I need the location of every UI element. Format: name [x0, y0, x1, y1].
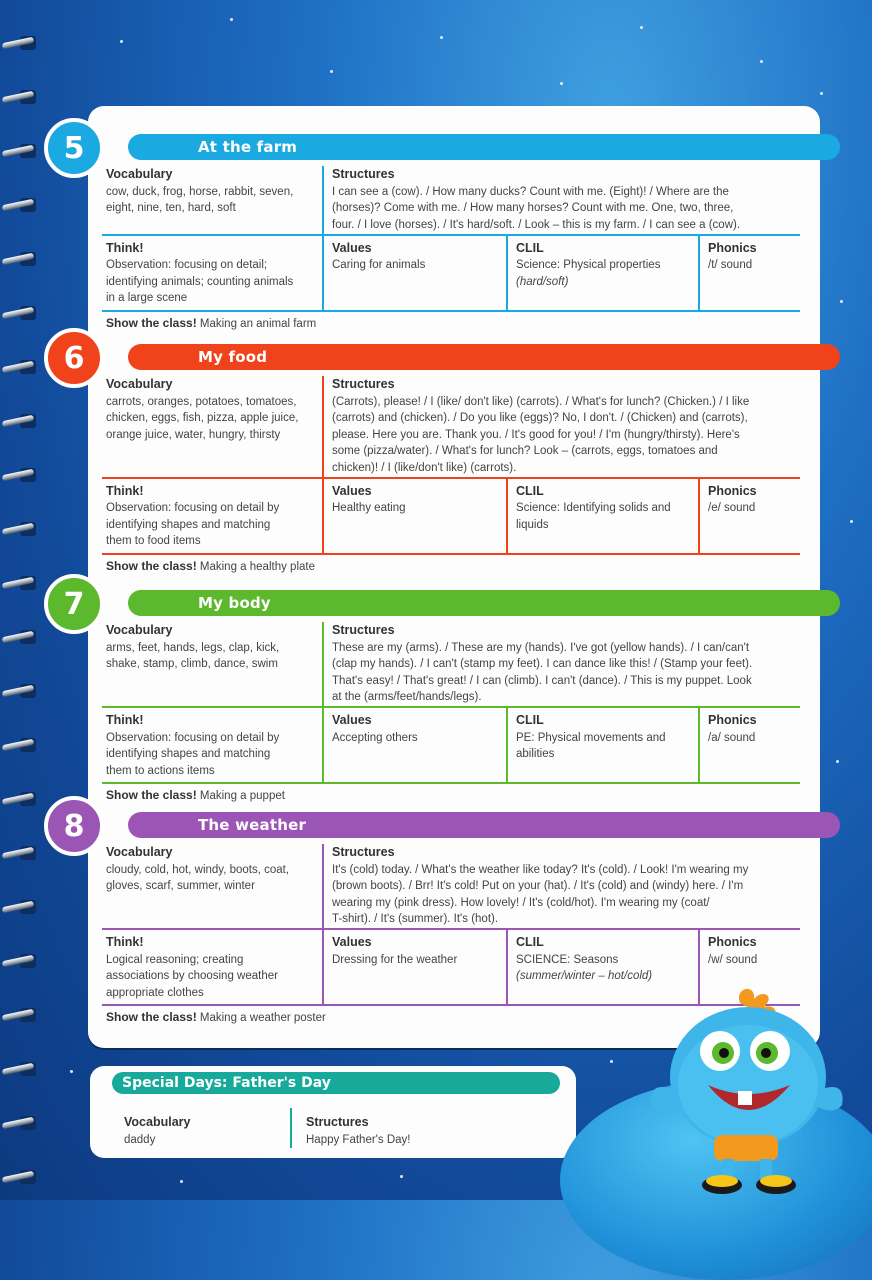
divider-vertical — [322, 706, 324, 782]
show-the-class — [106, 1010, 326, 1024]
think-cell — [106, 240, 316, 307]
unit-title: My body — [198, 594, 271, 612]
divider-vertical — [322, 622, 324, 706]
binding-ring — [2, 572, 38, 594]
clil-cell — [516, 934, 702, 985]
phonics-cell-heading: Phonics — [708, 240, 757, 255]
phonics-cell — [708, 483, 798, 517]
alien-mascot-illustration — [630, 985, 872, 1200]
structures-cell-line: chicken)! / I (like/don't like) (carrots). — [332, 461, 517, 474]
clil-cell-heading: CLIL — [516, 713, 544, 727]
clil-cell-line: abilities — [516, 748, 555, 760]
special-days-card — [90, 1066, 576, 1158]
structures-cell — [332, 622, 802, 706]
structures-cell-line: I can see a (cow). / How many ducks? Count with me. (Eight)! / Where are the — [332, 185, 729, 198]
values-cell-heading: Values — [332, 935, 372, 949]
think-cell-line: Logical reasoning; creating — [106, 953, 244, 966]
divider-vertical — [698, 234, 700, 310]
special-divider — [290, 1108, 292, 1148]
special-vocabulary-heading: Vocabulary — [124, 1115, 191, 1129]
think-cell — [106, 483, 316, 550]
structures-cell — [332, 376, 802, 476]
show-the-class-label: Show the class! — [106, 1010, 197, 1024]
divider-vertical — [322, 477, 324, 553]
unit-number-badge: 8 — [44, 796, 104, 856]
show-the-class-label: Show the class! — [106, 315, 197, 330]
phonics-cell — [708, 934, 798, 968]
special-structures-text: Happy Father's Day! — [306, 1133, 411, 1146]
show-the-class-text: Making a healthy plate — [199, 560, 315, 573]
binding-ring — [2, 32, 38, 54]
clil-cell-line: PE: Physical movements and — [516, 731, 666, 744]
divider-vertical — [506, 477, 508, 553]
special-structures — [306, 1114, 410, 1148]
special-structures-heading: Structures — [306, 1115, 369, 1129]
binding-ring — [2, 86, 38, 108]
phonics-cell-line: /a/ sound — [708, 731, 756, 744]
unit-title-bar — [128, 134, 840, 160]
binding-ring — [2, 626, 38, 648]
binding-ring — [2, 734, 38, 756]
phonics-cell-heading: Phonics — [708, 935, 757, 949]
think-cell-line: Observation: focusing on detail by — [106, 502, 280, 514]
clil-cell-italic: (summer/winter – hot/cold) — [516, 970, 653, 982]
divider-horizontal — [102, 477, 800, 479]
binding-ring — [2, 302, 38, 324]
clil-cell — [516, 712, 702, 763]
clil-cell-italic: (hard/soft) — [516, 275, 569, 288]
think-cell-line: appropriate clothes — [106, 986, 204, 999]
phonics-cell-heading: Phonics — [708, 713, 757, 727]
phonics-cell-line: /t/ sound — [708, 259, 753, 271]
show-the-class-label: Show the class! — [106, 788, 197, 802]
think-cell-line: Observation: focusing on detail by — [106, 731, 280, 744]
vocabulary-cell-line: orange juice, water, hungry, thirsty — [106, 428, 281, 441]
values-cell — [332, 934, 502, 968]
divider-horizontal — [102, 782, 800, 784]
structures-cell-line: (carrots) and (chicken). / Do you like (eggs)? No, I don't. / (Chicken) and (carrots), — [332, 412, 748, 424]
binding-ring — [2, 410, 38, 432]
unit-title: My food — [198, 348, 268, 366]
structures-cell-line: (Carrots), please! / I (like/ don't like) (carrots). / What's for lunch? (Chicken.) / I like — [332, 395, 750, 408]
structures-cell-line: at the (arms/feet/hands/legs). — [332, 691, 482, 703]
curriculum-card — [63, 106, 820, 1048]
show-the-class — [106, 559, 315, 573]
binding-ring — [2, 1166, 38, 1188]
phonics-cell-heading: Phonics — [708, 483, 757, 498]
divider-vertical — [322, 234, 324, 310]
divider-horizontal — [102, 310, 800, 312]
unit-title-bar — [128, 812, 840, 838]
structures-cell-line: That's easy! / That's great! / I can (climb). I can't (dance). / This is my puppet. Look — [332, 674, 752, 687]
binding-ring — [2, 1112, 38, 1134]
show-the-class-label: Show the class! — [106, 558, 197, 573]
special-days-bar — [112, 1072, 560, 1094]
divider-vertical — [322, 844, 324, 928]
think-cell-heading: Think! — [106, 713, 144, 727]
divider-vertical — [698, 706, 700, 782]
structures-cell-line: four. / I love (horses). / It's hard/soft. / Look – this is my farm. / I can see a (cow). — [332, 218, 741, 231]
vocabulary-cell-line: gloves, scarf, summer, winter — [106, 880, 255, 892]
think-cell-line: associations by choosing weather — [106, 970, 278, 982]
divider-horizontal — [102, 928, 800, 930]
binding-ring — [2, 356, 38, 378]
binding-ring — [2, 194, 38, 216]
vocabulary-cell-line: cow, duck, frog, horse, rabbit, seven, — [106, 185, 294, 198]
vocabulary-cell-heading: Vocabulary — [106, 845, 173, 859]
special-vocabulary-text: daddy — [124, 1133, 156, 1146]
divider-vertical — [506, 928, 508, 1004]
spiral-binding — [0, 0, 50, 1200]
unit-title-bar — [128, 590, 840, 616]
think-cell-line: identifying shapes and matching — [106, 518, 271, 531]
binding-ring — [2, 950, 38, 972]
structures-cell-line: These are my (arms). / These are my (hands). I've got (yellow hands). / I can/can't — [332, 641, 750, 654]
structures-cell — [332, 844, 802, 928]
vocabulary-cell — [106, 622, 318, 673]
binding-ring — [2, 680, 38, 702]
divider-horizontal — [102, 234, 800, 236]
structures-cell-line: (brown boots). / Brr! It's cold! Put on your (hat). / It's (cold) and (windy) here. / I'm — [332, 880, 744, 892]
unit-number-badge: 7 — [44, 574, 104, 634]
think-cell — [106, 934, 316, 1001]
vocabulary-cell-line: cloudy, cold, hot, windy, boots, coat, — [106, 863, 290, 876]
structures-cell-line: please. Here you are. Thank you. / It's good for you! / I'm (hungry/thirsty). Here's — [332, 428, 740, 441]
structures-cell-line: It's (cold) today. / What's the weather like today? It's (cold). / Look! I'm wearing my — [332, 863, 749, 876]
show-the-class-text: Making a puppet — [199, 790, 285, 802]
values-cell — [332, 483, 502, 517]
clil-cell-heading: CLIL — [516, 240, 544, 255]
binding-ring — [2, 896, 38, 918]
binding-ring — [2, 248, 38, 270]
divider-horizontal — [102, 553, 800, 555]
binding-ring — [2, 464, 38, 486]
special-vocabulary — [124, 1114, 190, 1148]
structures-cell-heading: Structures — [332, 377, 395, 391]
clil-cell-heading: CLIL — [516, 935, 544, 949]
think-cell — [106, 712, 316, 779]
binding-ring — [2, 788, 38, 810]
phonics-cell-line: /e/ sound — [708, 502, 756, 514]
structures-cell-heading: Structures — [332, 167, 395, 181]
phonics-cell — [708, 712, 798, 746]
think-cell-line: identifying animals; counting animals — [106, 275, 294, 288]
structures-cell-line: some (pizza/water). / What's for lunch? Look – (carrots, eggs, tomatoes and — [332, 445, 718, 457]
binding-ring — [2, 1058, 38, 1080]
unit-number-badge: 5 — [44, 118, 104, 178]
binding-ring — [2, 140, 38, 162]
vocabulary-cell-line: arms, feet, hands, legs, clap, kick, — [106, 641, 280, 654]
unit-title: At the farm — [198, 138, 298, 156]
clil-cell-line: liquids — [516, 518, 549, 531]
values-cell-heading: Values — [332, 240, 372, 255]
special-days-title: Special Days: Father's Day — [122, 1075, 331, 1091]
binding-ring — [2, 518, 38, 540]
unit-title-bar — [128, 344, 840, 370]
think-cell-line: in a large scene — [106, 292, 188, 304]
clil-cell-line: Science: Physical properties — [516, 259, 661, 271]
think-cell-line: them to actions items — [106, 764, 215, 777]
think-cell-heading: Think! — [106, 935, 144, 949]
divider-vertical — [322, 928, 324, 1004]
binding-ring — [2, 842, 38, 864]
show-the-class-text: Making an animal farm — [199, 317, 317, 330]
clil-cell-heading: CLIL — [516, 483, 544, 498]
structures-cell — [332, 166, 802, 233]
values-cell-heading: Values — [332, 483, 372, 498]
clil-cell-line: SCIENCE: Seasons — [516, 953, 619, 966]
values-cell — [332, 712, 502, 746]
vocabulary-cell-heading: Vocabulary — [106, 377, 173, 391]
clil-cell-line: Science: Identifying solids and — [516, 502, 671, 514]
think-cell-line: Observation: focusing on detail; — [106, 259, 268, 271]
divider-vertical — [322, 376, 324, 477]
show-the-class — [106, 316, 316, 330]
values-cell-line: Dressing for the weather — [332, 953, 458, 966]
unit-title: The weather — [198, 816, 307, 834]
show-the-class-text: Making a weather poster — [199, 1012, 326, 1024]
vocabulary-cell-line: shake, stamp, climb, dance, swim — [106, 658, 278, 670]
values-cell-heading: Values — [332, 713, 372, 727]
vocabulary-cell-line: eight, nine, ten, hard, soft — [106, 202, 236, 214]
think-cell-line: them to food items — [106, 535, 201, 547]
divider-vertical — [322, 166, 324, 234]
values-cell-line: Healthy eating — [332, 502, 406, 514]
think-cell-line: identifying shapes and matching — [106, 748, 271, 760]
structures-cell-line: wearing my (pink dress). How lovely! / It's (cold/hot). I'm wearing my (coat/ — [332, 896, 710, 909]
vocabulary-cell — [106, 844, 318, 895]
structures-cell-line: (horses)? Come with me. / How many horses? Count with me. One, two, three, — [332, 202, 734, 214]
values-cell — [332, 240, 502, 274]
clil-cell — [516, 240, 702, 291]
show-the-class — [106, 788, 285, 802]
divider-vertical — [506, 706, 508, 782]
vocabulary-cell — [106, 376, 318, 443]
structures-cell-heading: Structures — [332, 845, 395, 859]
structures-cell-line: T-shirt). / It's (summer). It's (hot). — [332, 913, 499, 925]
think-cell-heading: Think! — [106, 240, 144, 255]
think-cell-heading: Think! — [106, 483, 144, 498]
divider-horizontal — [102, 706, 800, 708]
vocabulary-cell — [106, 166, 318, 217]
vocabulary-cell-heading: Vocabulary — [106, 623, 173, 637]
unit-number-badge: 6 — [44, 328, 104, 388]
values-cell-line: Caring for animals — [332, 259, 426, 271]
structures-cell-heading: Structures — [332, 623, 395, 637]
binding-ring — [2, 1004, 38, 1026]
phonics-cell-line: /w/ sound — [708, 953, 758, 966]
divider-vertical — [698, 477, 700, 553]
divider-vertical — [506, 234, 508, 310]
values-cell-line: Accepting others — [332, 731, 418, 744]
vocabulary-cell-line: carrots, oranges, potatoes, tomatoes, — [106, 395, 297, 408]
vocabulary-cell-line: chicken, eggs, fish, pizza, apple juice, — [106, 412, 299, 424]
clil-cell — [516, 483, 702, 534]
structures-cell-line: (clap my hands). / I can't (stamp my feet). I can dance like this! / (Stamp your feet). — [332, 658, 753, 670]
phonics-cell — [708, 240, 798, 274]
vocabulary-cell-heading: Vocabulary — [106, 167, 173, 181]
